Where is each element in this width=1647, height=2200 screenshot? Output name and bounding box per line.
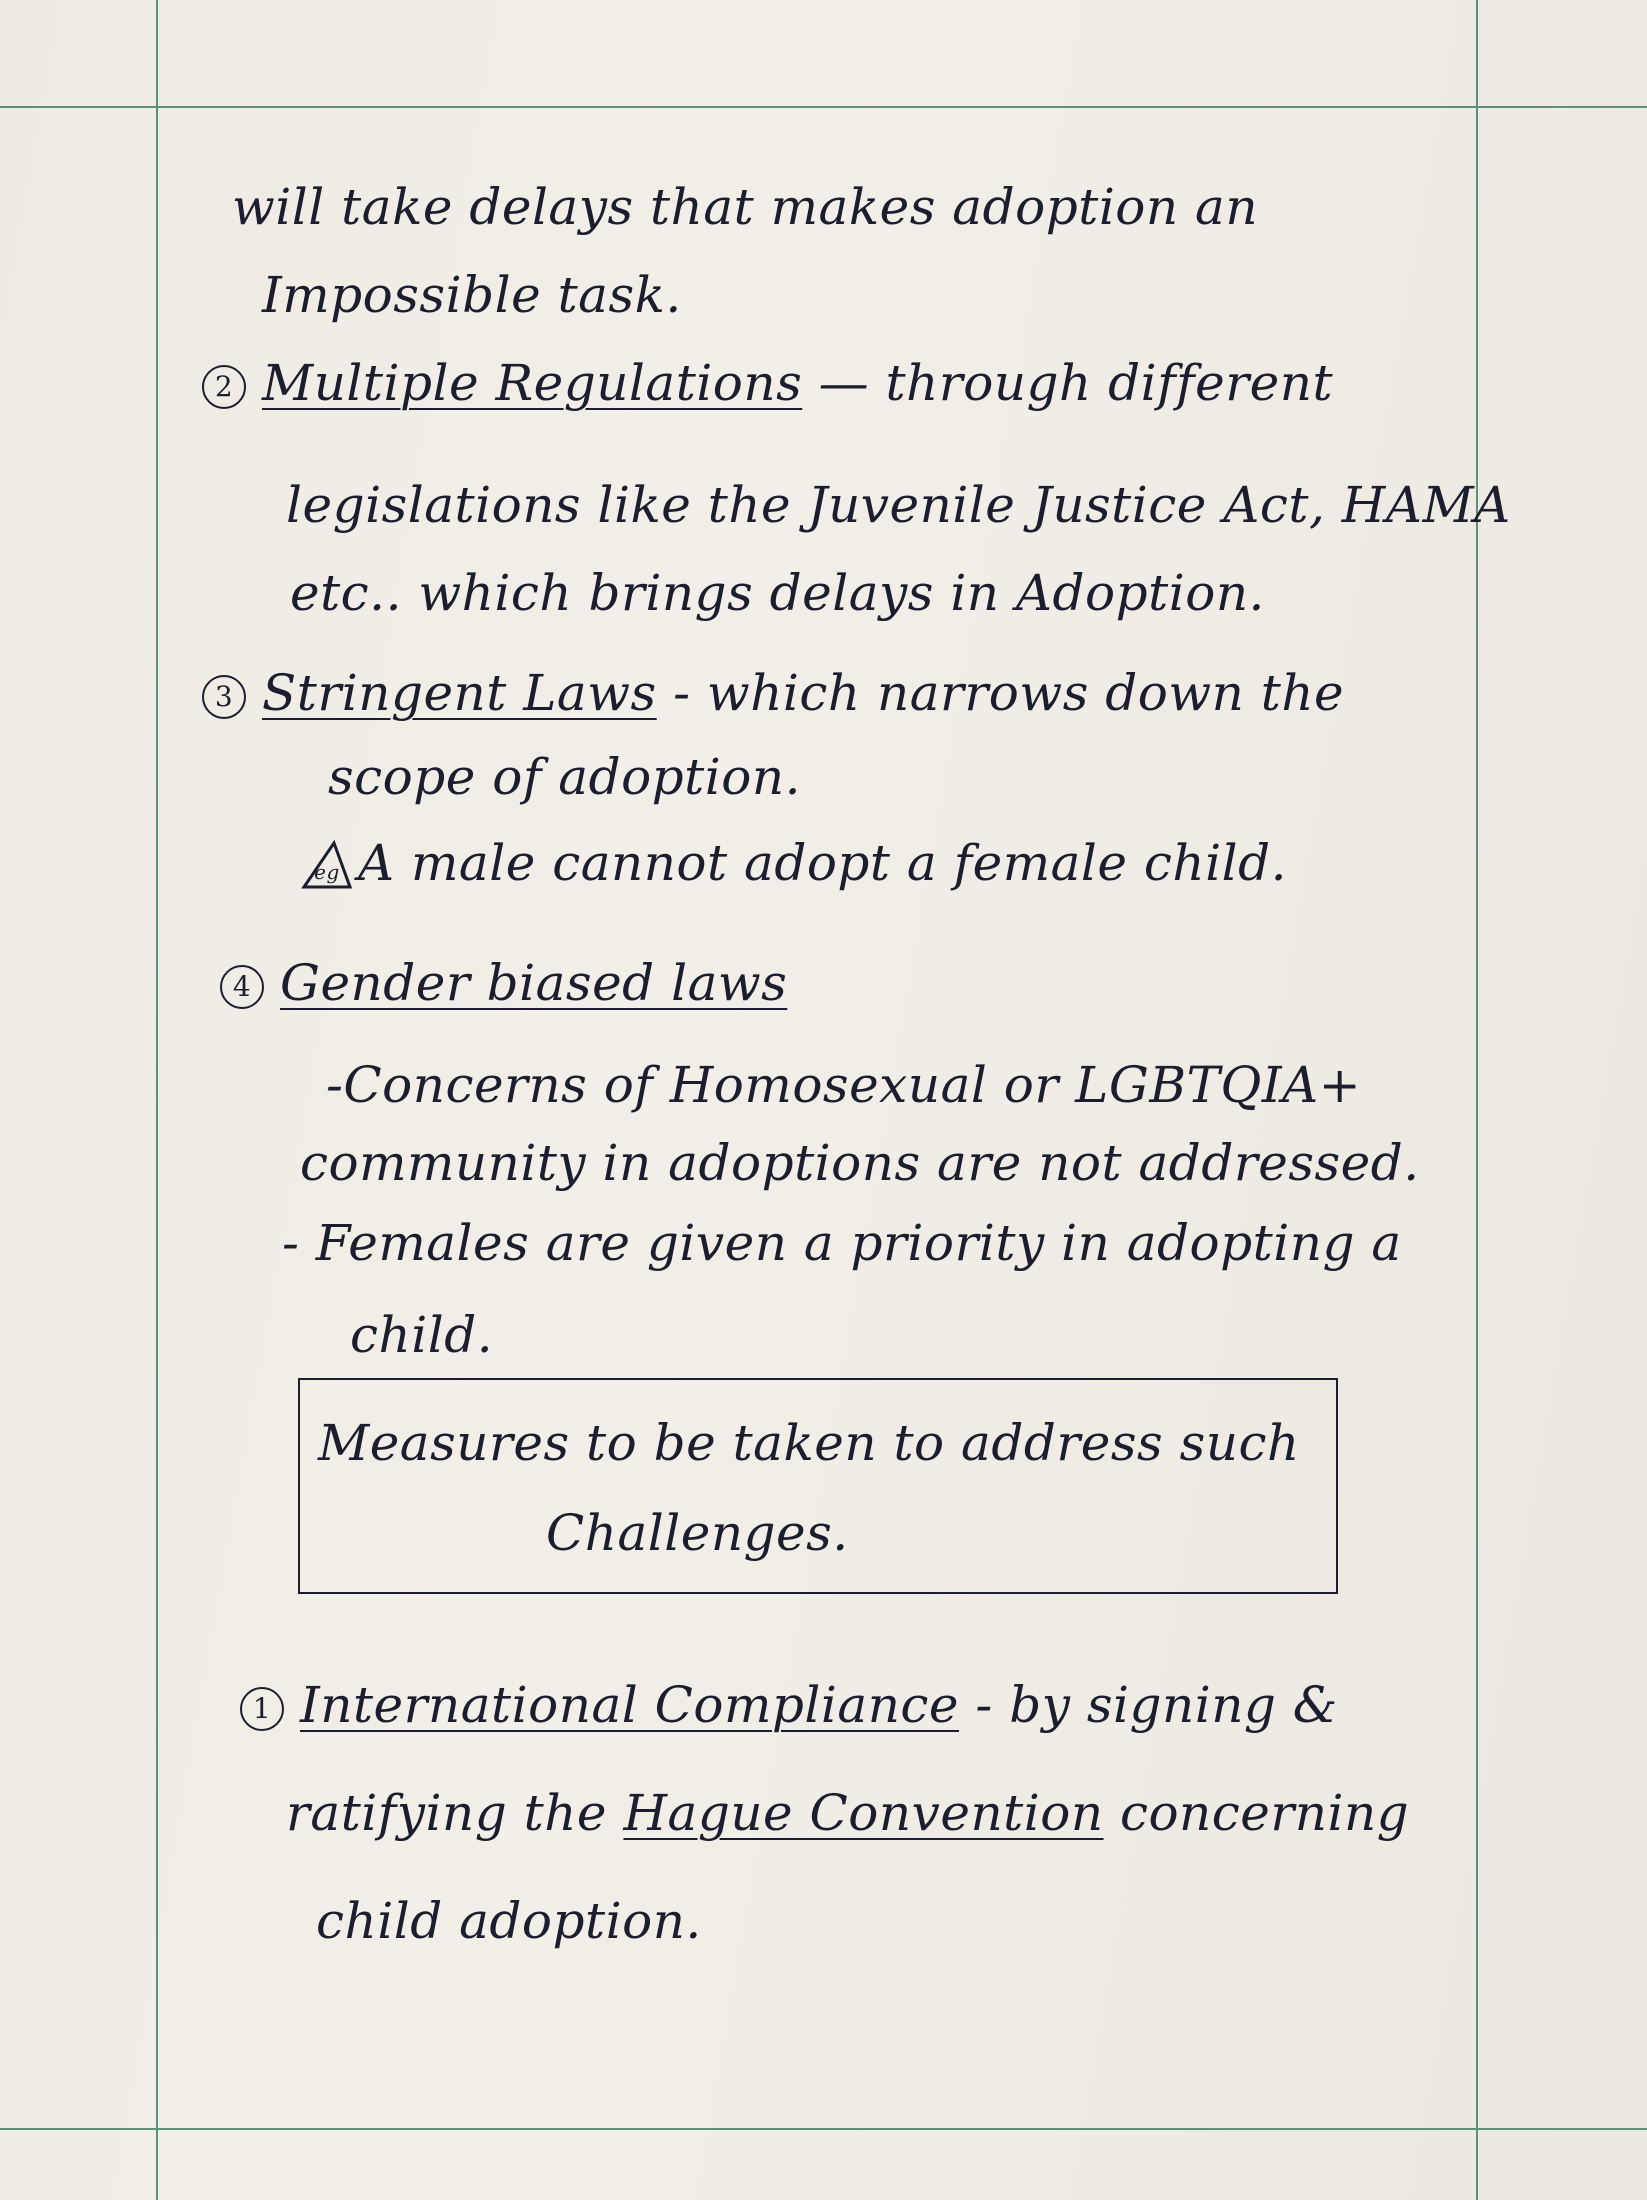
measure-1-line xyxy=(286,1784,1410,1842)
line-text: concerning xyxy=(1119,1784,1410,1842)
point-number-circle: 1 xyxy=(240,1687,284,1731)
handwritten-line: etc.. which brings delays in Adoption. xyxy=(290,564,1265,622)
page-rule-top xyxy=(0,106,1647,108)
point-4 xyxy=(220,954,788,1012)
point-2 xyxy=(202,354,1334,412)
underlined-text: Hague Convention xyxy=(623,1784,1104,1842)
example-line xyxy=(300,834,1287,892)
handwritten-line: -Concerns of Homosexual or LGBTQIA+ xyxy=(326,1056,1362,1114)
line-text: ratifying the xyxy=(286,1784,608,1842)
point-number-circle: 3 xyxy=(202,675,246,719)
example-text: A male cannot adopt a female child. xyxy=(358,834,1287,892)
handwritten-line: child. xyxy=(350,1306,494,1364)
point-heading: Gender biased laws xyxy=(280,954,788,1012)
point-heading: International Compliance xyxy=(300,1676,959,1734)
point-text: — through different xyxy=(818,354,1334,412)
box-title-line: Measures to be taken to address such xyxy=(318,1414,1300,1472)
handwritten-line: community in adoptions are not addressed. xyxy=(300,1134,1420,1192)
handwritten-line: Impossible task. xyxy=(262,266,682,324)
point-text: - which narrows down the xyxy=(673,664,1345,722)
point-heading: Multiple Regulations xyxy=(262,354,803,412)
svg-text:eg: eg xyxy=(314,860,340,884)
point-number-circle: 2 xyxy=(202,365,246,409)
handwritten-line: will take delays that makes adoption an xyxy=(232,178,1259,236)
point-3 xyxy=(202,664,1345,722)
point-text: - by signing & xyxy=(975,1676,1338,1734)
point-heading: Stringent Laws xyxy=(262,664,657,722)
handwritten-line: child adoption. xyxy=(316,1892,702,1950)
page-margin-left xyxy=(156,0,158,2200)
handwritten-line: legislations like the Juvenile Justice Act, HAMA xyxy=(286,476,1511,534)
point-number-circle: 4 xyxy=(220,965,264,1009)
page-rule-bottom xyxy=(0,2128,1647,2130)
measure-1 xyxy=(240,1676,1338,1734)
page-margin-right xyxy=(1476,0,1478,2200)
handwritten-line: - Females are given a priority in adopting a xyxy=(282,1214,1402,1272)
box-title-line: Challenges. xyxy=(546,1504,849,1562)
handwritten-line: scope of adoption. xyxy=(328,748,801,806)
